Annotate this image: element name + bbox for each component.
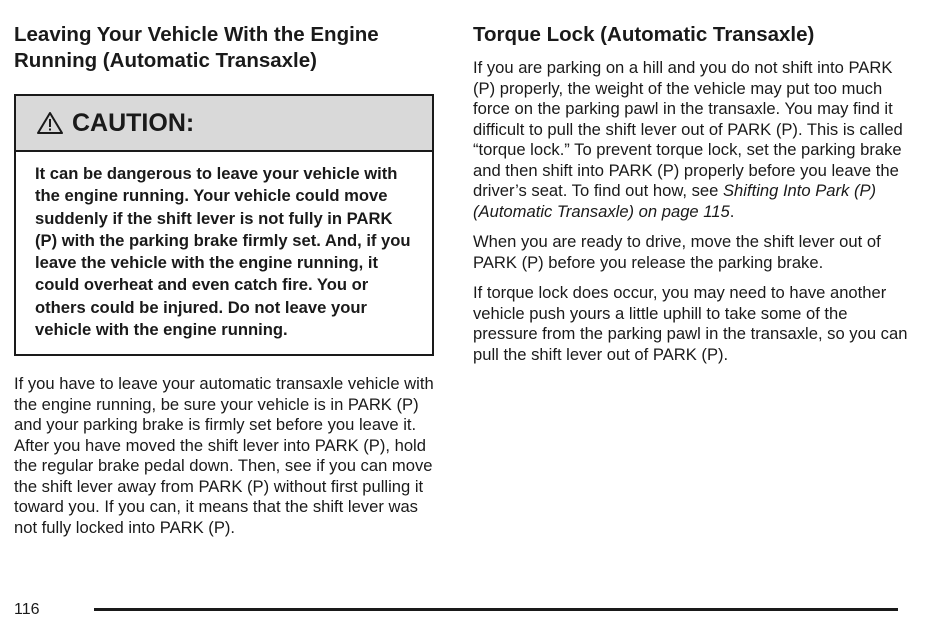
page-number: 116 bbox=[14, 601, 40, 618]
right-column bbox=[473, 22, 913, 365]
cross-reference-link[interactable]: Shifting Into Park (P) (Automatic Transaxle) on page 115 bbox=[473, 181, 877, 221]
leaving-vehicle-paragraph: If you have to leave your automatic transaxle vehicle with the engine running, be sure your vehicle is in PARK (P) and your parking brake is firmly set before you leave it. After you have moved the shift lever into PARK (P), hold the regular brake pedal down. Then, see if you can move the shift lever away from PARK (P) without first pulling it toward you. If you can, it means that the shift lever was not fully locked into PARK (P). bbox=[14, 374, 434, 537]
section-heading-leaving-vehicle bbox=[14, 22, 438, 74]
torque-lock-paragraph-1 bbox=[473, 58, 913, 222]
caution-header bbox=[16, 96, 432, 152]
torque-lock-paragraph-1-text: If you are parking on a hill and you do not shift into PARK (P) properly, the weight of the vehicle may put too much force on the parking pawl in the transaxle. You may find it difficult to pull the shift lever out of PARK (P). This is called “torque lock.” To prevent torque lock, set the parking brake and then shift into PARK (P) properly before you leave the driver’s seat. To find out how, see bbox=[473, 58, 903, 200]
caution-text: It can be dangerous to leave your vehicle with the engine running. Your vehicle could move suddenly if the shift lever is not fully in PARK (P) with the parking brake firmly set. And, if you leave the vehicle with the engine running, it could overheat and even catch fire. You or others could be injured. Do not leave your vehicle with the engine running. bbox=[35, 164, 411, 340]
heading-line-1: Leaving Your Vehicle With the Engine bbox=[14, 23, 379, 46]
footer-rule bbox=[94, 608, 898, 611]
caution-title: CAUTION: bbox=[72, 108, 195, 137]
caution-box bbox=[14, 94, 434, 356]
warning-triangle-icon bbox=[36, 111, 64, 135]
left-column bbox=[14, 22, 438, 538]
section-heading-torque-lock: Torque Lock (Automatic Transaxle) bbox=[473, 23, 815, 46]
torque-lock-paragraph-2: When you are ready to drive, move the shift lever out of PARK (P) before you release the parking brake. bbox=[473, 232, 881, 272]
torque-lock-paragraph-3: If torque lock does occur, you may need to have another vehicle push yours a little uphill to take some of the pressure from the parking pawl in the transaxle, so you can pull the shift lever out of PARK (P). bbox=[473, 283, 908, 364]
heading-line-2: Running (Automatic Transaxle) bbox=[14, 49, 317, 72]
torque-lock-paragraph-1-end: . bbox=[729, 201, 735, 221]
